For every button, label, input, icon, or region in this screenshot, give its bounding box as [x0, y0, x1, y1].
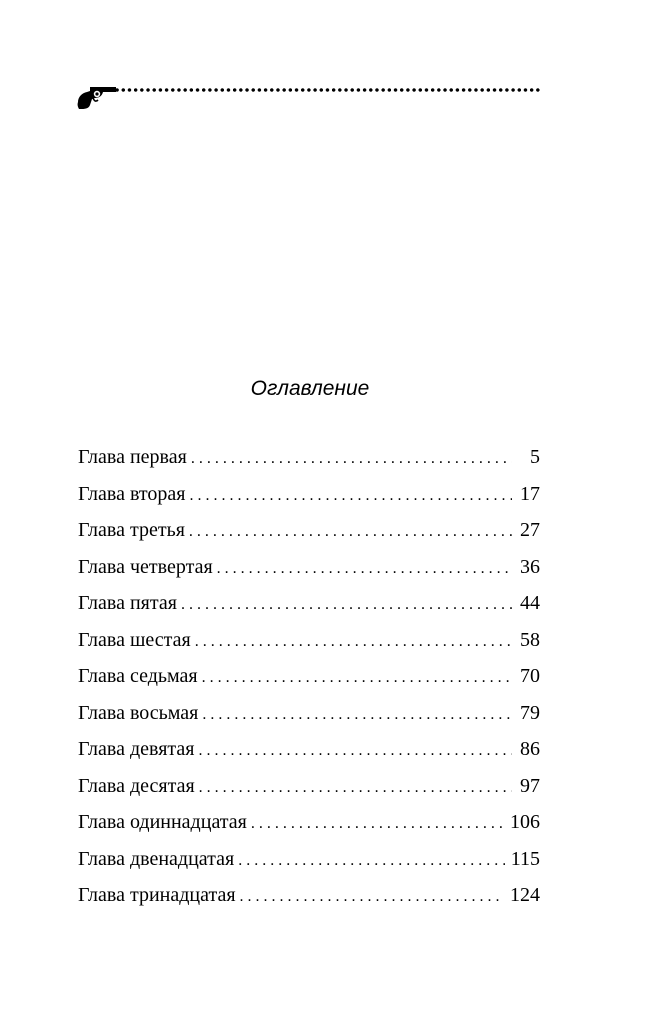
toc-dot-leader	[191, 446, 512, 472]
toc-dot-leader	[195, 629, 512, 655]
toc-title: Оглавление	[250, 377, 370, 400]
toc-entry-label: Глава шестая	[78, 628, 191, 651]
toc-dot-leader	[189, 519, 512, 545]
toc-entry-page-number: 106	[510, 811, 540, 833]
toc-dot-leader	[251, 811, 504, 837]
toc-entry-page-number: 17	[520, 482, 540, 505]
toc-entry[interactable]	[78, 444, 540, 481]
toc-dot-leader	[198, 738, 512, 764]
toc-entry-label: Глава вторая	[78, 482, 186, 505]
toc-entry-label: Глава двенадцатая	[78, 847, 235, 870]
toc-entry[interactable]	[78, 663, 540, 700]
toc-entry-page-number: 44	[520, 592, 540, 614]
toc-entry-label: Глава девятая	[78, 738, 195, 760]
toc-entry[interactable]	[78, 481, 540, 518]
toc-entry-label: Глава одиннадцатая	[78, 811, 247, 833]
toc-dot-leader	[202, 665, 512, 691]
header-dotted-rule	[114, 88, 542, 92]
toc-entry-page-number: 115	[510, 847, 540, 870]
toc-entry-label: Глава тринадцатая	[78, 884, 236, 906]
toc-entry-page-number: 79	[520, 701, 540, 724]
toc-entry-page-number: 97	[520, 774, 540, 797]
toc-entry-label: Глава третья	[78, 519, 185, 541]
toc-entry[interactable]	[78, 773, 540, 810]
toc-dot-leader	[202, 702, 512, 728]
toc-entry[interactable]	[78, 846, 540, 883]
toc-list	[78, 444, 540, 919]
toc-entry[interactable]	[78, 700, 540, 737]
toc-dot-leader	[238, 848, 505, 874]
toc-dot-leader	[199, 775, 512, 801]
toc-entry[interactable]	[78, 627, 540, 664]
toc-entry-label: Глава первая	[78, 446, 187, 468]
toc-entry-page-number: 86	[520, 738, 540, 760]
toc-entry[interactable]	[78, 517, 540, 554]
toc-entry-label: Глава пятая	[78, 592, 177, 614]
toc-entry-page-number: 36	[520, 555, 540, 578]
header-ornament	[76, 80, 546, 112]
toc-entry-page-number: 5	[530, 446, 540, 468]
toc-entry-page-number: 58	[520, 628, 540, 651]
toc-entry[interactable]	[78, 809, 540, 846]
toc-entry[interactable]	[78, 590, 540, 627]
toc-entry-label: Глава десятая	[78, 774, 195, 797]
toc-entry[interactable]	[78, 736, 540, 773]
toc-dot-leader	[240, 884, 504, 910]
toc-dot-leader	[217, 556, 512, 582]
pistol-icon	[76, 80, 116, 112]
toc-entry-label: Глава седьмая	[78, 665, 198, 687]
toc-entry-page-number: 27	[520, 519, 540, 541]
toc-entry[interactable]	[78, 554, 540, 591]
toc-entry-page-number: 70	[520, 665, 540, 687]
toc-entry[interactable]	[78, 882, 540, 919]
toc-entry-label: Глава восьмая	[78, 701, 199, 724]
toc-entry-label: Глава четвертая	[78, 555, 213, 578]
toc-dot-leader	[181, 592, 512, 618]
toc-entry-page-number: 124	[510, 884, 540, 906]
toc-dot-leader	[189, 483, 512, 509]
